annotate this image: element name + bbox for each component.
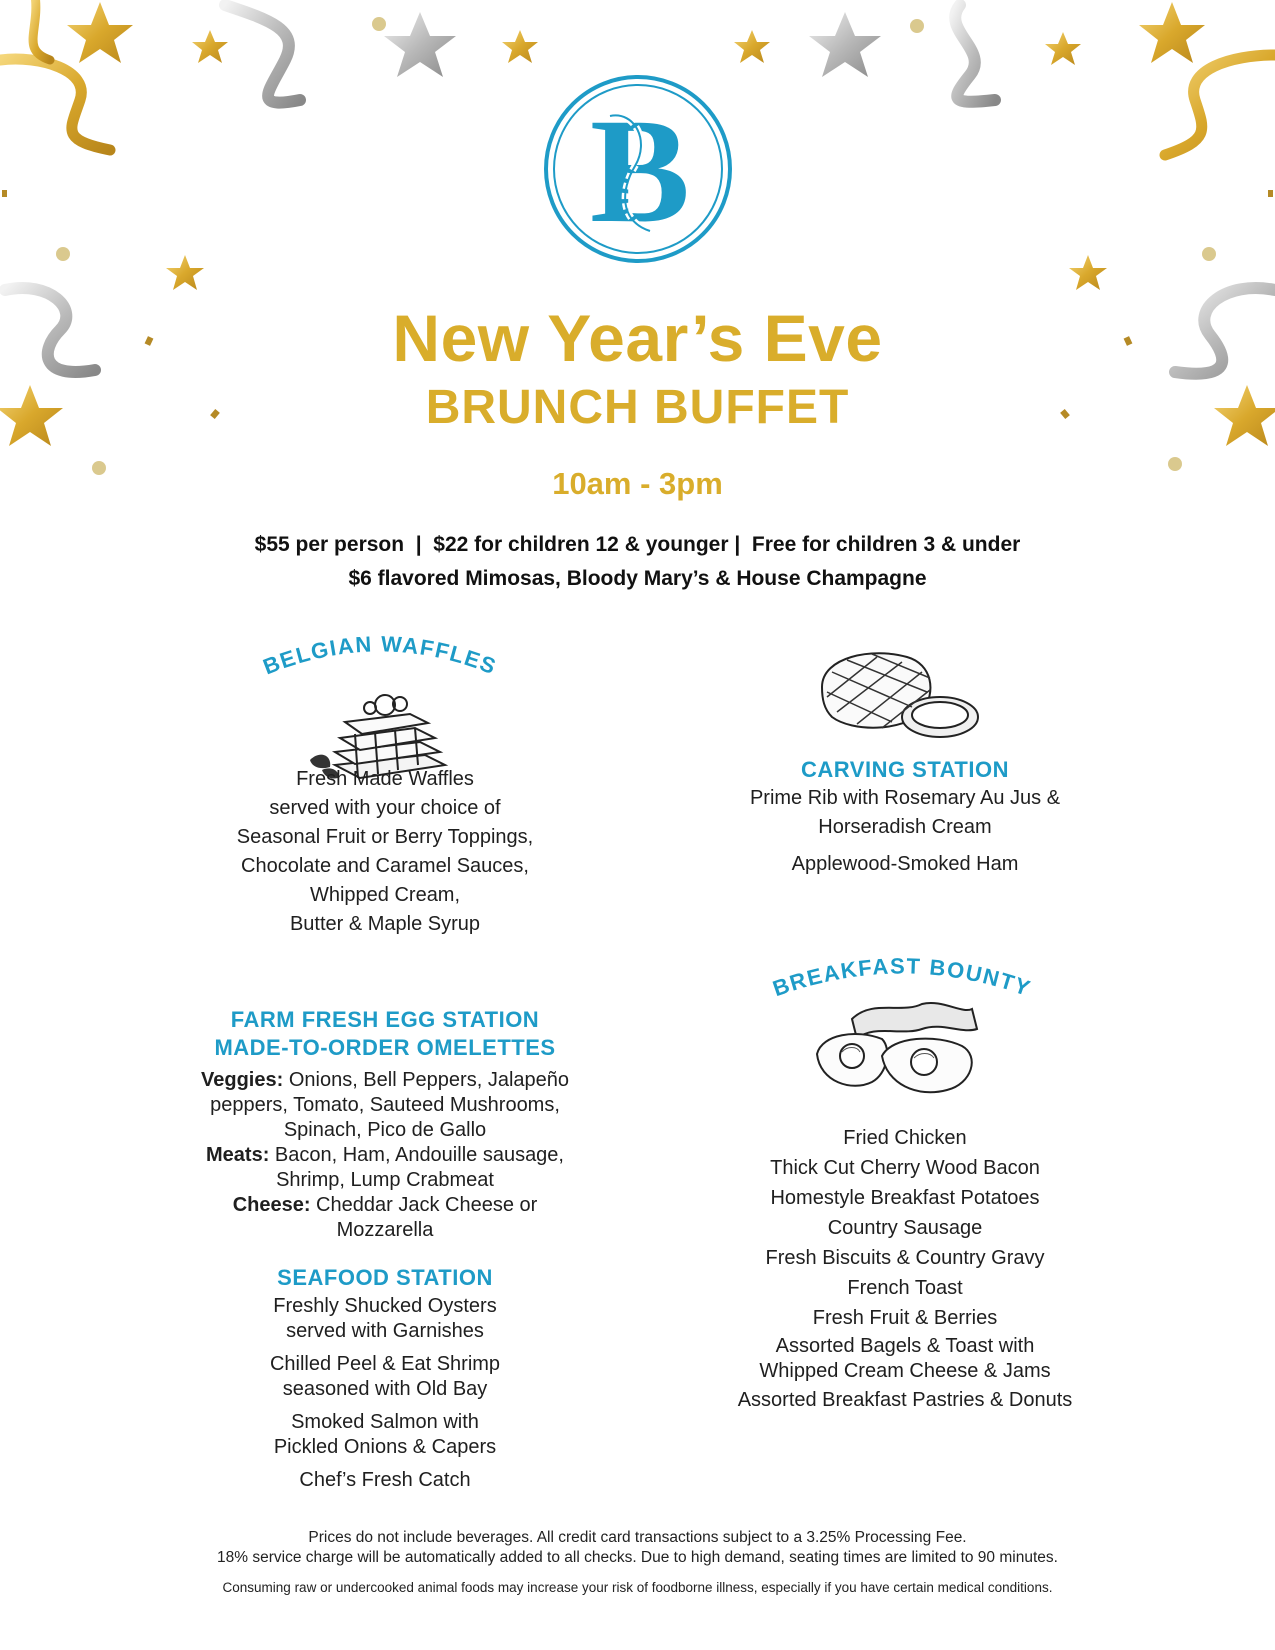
breakfast-item: Thick Cut Cherry Wood Bacon bbox=[770, 1157, 1040, 1179]
page-subtitle: BRUNCH BUFFET bbox=[425, 381, 850, 434]
confetti-dot bbox=[910, 19, 924, 33]
silver-star bbox=[809, 12, 881, 77]
eggs-bacon-icon bbox=[812, 994, 992, 1104]
seafood-section bbox=[180, 1264, 590, 1493]
confetti-piece bbox=[2, 190, 7, 197]
breakfast-item: Homestyle Breakfast Potatoes bbox=[770, 1187, 1040, 1209]
silver-star bbox=[384, 12, 456, 77]
page-title: New Year’s Eve bbox=[392, 301, 883, 375]
gold-star bbox=[166, 255, 204, 290]
breakfast-item: Fresh Biscuits & Country Gravy bbox=[765, 1247, 1045, 1269]
waffles-description bbox=[180, 765, 590, 939]
footer-line: 18% service charge will be automatically added to all checks. Due to high demand, seating times are limited to 90 minutes. bbox=[217, 1549, 1058, 1566]
breakfast-item: Assorted Bagels & Toast with bbox=[775, 1335, 1035, 1357]
veggies-label: Veggies: bbox=[201, 1069, 284, 1091]
drink-specials: $6 flavored Mimosas, Bloody Mary’s & House Champagne bbox=[348, 567, 927, 590]
hours: 10am - 3pm bbox=[552, 466, 723, 501]
cheese-text: Cheddar Jack Cheese or bbox=[310, 1194, 538, 1216]
confetti-dot bbox=[1202, 247, 1216, 261]
cheese-text: Mozzarella bbox=[336, 1219, 434, 1241]
veggies-text: peppers, Tomato, Sauteed Mushrooms, bbox=[210, 1094, 560, 1116]
egg-station-section bbox=[180, 1006, 590, 1243]
gold-streamer bbox=[33, 0, 50, 60]
egg-station-heading: FARM FRESH EGG STATION bbox=[230, 1007, 540, 1032]
veggies-row bbox=[180, 1068, 590, 1093]
ham-icon bbox=[812, 642, 982, 752]
omelettes-heading: MADE-TO-ORDER OMELETTES bbox=[214, 1035, 556, 1060]
seafood-item: served with Garnishes bbox=[286, 1320, 484, 1342]
breakfast-items bbox=[700, 1124, 1110, 1415]
carving-heading: CARVING STATION bbox=[801, 757, 1009, 782]
meats-text: Shrimp, Lump Crabmeat bbox=[276, 1169, 494, 1191]
waffles-line: served with your choice of bbox=[269, 797, 501, 819]
meats-label: Meats: bbox=[206, 1144, 270, 1166]
carving-section bbox=[700, 756, 1110, 879]
confetti-piece bbox=[1268, 190, 1273, 197]
waffles-line: Whipped Cream, bbox=[309, 884, 461, 906]
gold-star bbox=[192, 30, 228, 63]
carving-item: Horseradish Cream bbox=[818, 816, 992, 838]
gold-star bbox=[67, 2, 133, 63]
breakfast-item: Country Sausage bbox=[827, 1217, 983, 1239]
cheese-label: Cheese: bbox=[232, 1194, 311, 1216]
gold-streamer bbox=[0, 59, 110, 150]
svg-text:BREAKFAST BOUNTY: BREAKFAST BOUNTY bbox=[769, 953, 1035, 1002]
waffles-line: Seasonal Fruit or Berry Toppings, bbox=[236, 826, 534, 848]
veggies-text: Onions, Bell Peppers, Jalapeño bbox=[283, 1069, 569, 1091]
silver-streamer bbox=[225, 5, 300, 103]
waffles-line: Butter & Maple Syrup bbox=[289, 913, 481, 935]
meats-text: Bacon, Ham, Andouille sausage, bbox=[269, 1144, 564, 1166]
waffles-line: Fresh Made Waffles bbox=[296, 768, 474, 790]
seafood-item: Pickled Onions & Capers bbox=[273, 1436, 497, 1458]
seafood-item: Chef’s Fresh Catch bbox=[299, 1469, 471, 1491]
breakfast-item: Fresh Fruit & Berries bbox=[812, 1307, 998, 1329]
carving-item: Applewood-Smoked Ham bbox=[791, 853, 1019, 875]
seafood-item: seasoned with Old Bay bbox=[282, 1378, 488, 1400]
breakfast-item: Fried Chicken bbox=[843, 1127, 967, 1149]
breakfast-item: French Toast bbox=[847, 1277, 963, 1299]
silver-streamer bbox=[955, 5, 995, 102]
footer-disclaimer: Consuming raw or undercooked animal foods may increase your risk of foodborne illness, especially if you have certain medical conditions. bbox=[222, 1580, 1053, 1595]
waffles-line: Chocolate and Caramel Sauces, bbox=[241, 855, 529, 877]
seafood-item: Freshly Shucked Oysters bbox=[273, 1295, 497, 1317]
gold-star bbox=[734, 30, 770, 63]
svg-text:BELGIAN WAFFLES: BELGIAN WAFFLES bbox=[259, 631, 501, 680]
cheese-row bbox=[180, 1193, 590, 1218]
gold-star bbox=[1069, 255, 1107, 290]
footer-notes bbox=[0, 1528, 1275, 1568]
seafood-heading: SEAFOOD STATION bbox=[277, 1265, 493, 1290]
breakfast-item: Whipped Cream Cheese & Jams bbox=[759, 1360, 1051, 1382]
veggies-text: Spinach, Pico de Gallo bbox=[283, 1119, 487, 1141]
seafood-item: Chilled Peel & Eat Shrimp bbox=[269, 1353, 501, 1375]
gold-streamer bbox=[1165, 55, 1275, 155]
meats-row bbox=[180, 1143, 590, 1168]
confetti-dot bbox=[372, 17, 386, 31]
pricing: $55 per person | $22 for children 12 & younger | Free for children 3 & under bbox=[254, 533, 1021, 556]
seafood-item: Smoked Salmon with bbox=[291, 1411, 479, 1433]
gold-star bbox=[502, 30, 538, 63]
confetti-dot bbox=[56, 247, 70, 261]
carving-item: Prime Rib with Rosemary Au Jus & bbox=[749, 787, 1061, 809]
gold-star bbox=[1139, 2, 1205, 63]
gold-star bbox=[1045, 32, 1081, 65]
logo-letter: B bbox=[589, 88, 691, 254]
logo bbox=[540, 71, 736, 267]
footer-line: Prices do not include beverages. All credit card transactions subject to a 3.25% Processing Fee. bbox=[308, 1529, 967, 1546]
breakfast-item: Assorted Breakfast Pastries & Donuts bbox=[737, 1389, 1073, 1411]
